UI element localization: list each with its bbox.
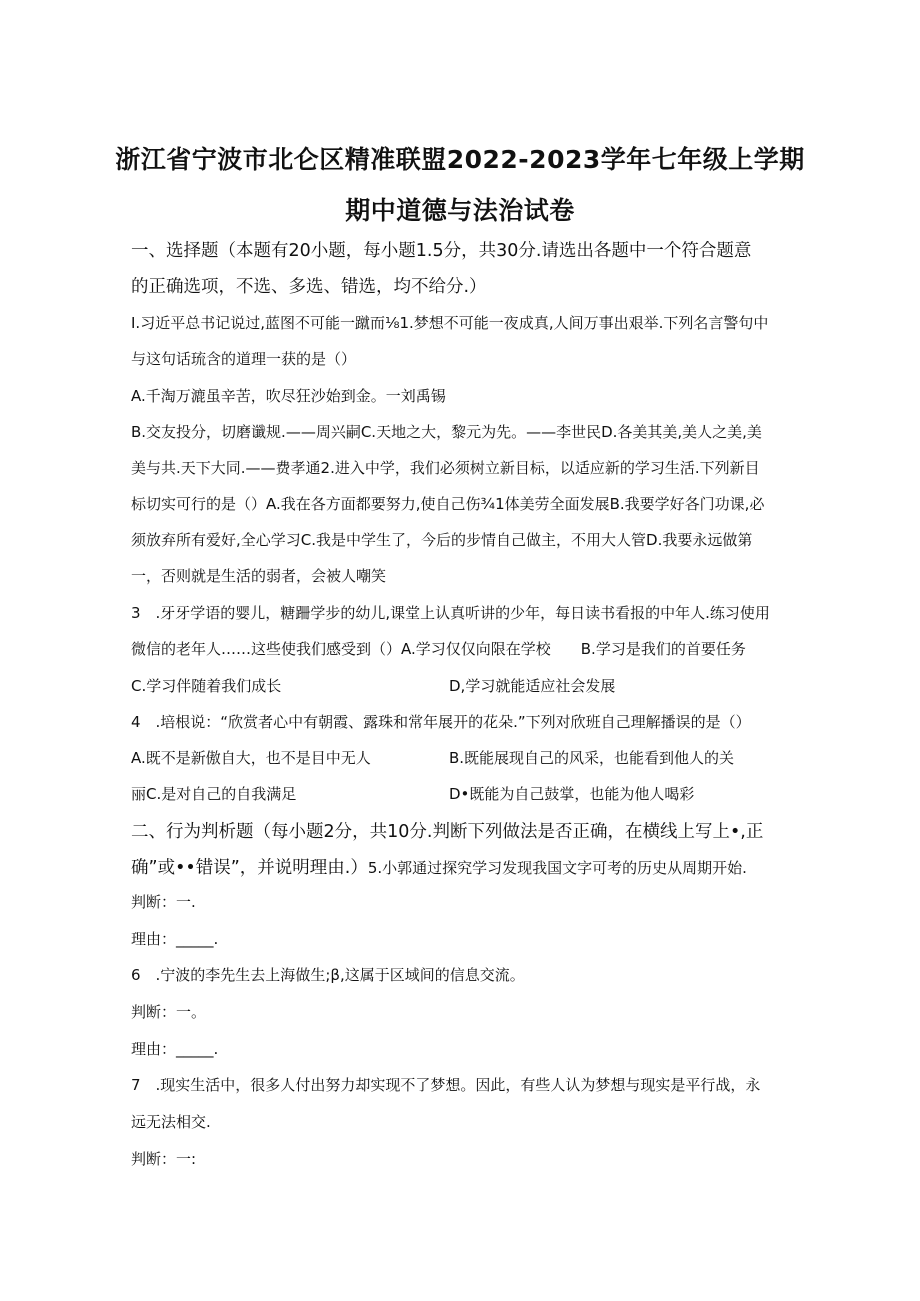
question-1-option-a: A.千淘万漉虽辛苦，吹尽狂沙始到金。一刘禹锡 [131, 387, 446, 405]
question-5-reason: 理由：_____. [131, 930, 219, 948]
question-2-line-1: 标切实可行的是（）A.我在各方面都要努力,使自己伤¾1体美劳全面发展B.我要学好各门功课,必 [131, 495, 765, 513]
question-3-line-1: 3 .牙牙学语的婴儿，糖跚学步的幼儿,课堂上认真听讲的少年，每日读书看报的中年人.练习使用 [131, 604, 770, 622]
question-1-line-1: I.习近平总书记说过,蓝图不可能一蹴而⅛1.梦想不可能一夜成真,人间万事出艰举.下列名言警句中 [131, 314, 769, 332]
section-2-heading-line-1: 二、行为判析题（每小题2分，共10分.判断下列做法是否正确，在横线上写上•,正 [131, 822, 764, 842]
section-1-heading-line-2: 的正确选项，不选、多选、错选，均不给分.） [131, 277, 487, 297]
section-1-heading-line-1: 一、选择题（本题有20小题，每小题1.5分，共30分.请选出各题中一个符合题意 [131, 241, 752, 261]
title-line-1: 浙江省宁波市北仑区精准联盟2022-2023学年七年级上学期 [115, 145, 805, 174]
question-4-option-d: D•既能为自己鼓掌，也能为他人喝彩 [449, 785, 695, 803]
section-2-heading-line-2 [131, 854, 747, 879]
question-4-line-1: 4 .培根说：“欣赏者心中有朝霞、露珠和常年展开的花朵.”下列对欣班自己理解播误的是（） [131, 713, 751, 731]
question-6-judge: 判断：一。 [131, 1003, 207, 1021]
question-6-reason: 理由：_____. [131, 1040, 219, 1058]
question-4-option-b: B.既能展现自己的风采，也能看到他人的关 [449, 749, 735, 767]
question-3-line-2: 微信的老年人……这些使我们感受到（）A.学习仅仅向限在学校 B.学习是我们的首要任务 [131, 640, 746, 658]
question-4-option-c: 丽C.是对自己的自我满足 [131, 785, 297, 803]
question-2-line-3: 一，否则就是生活的弱者，会被人嘲笑 [131, 567, 387, 585]
question-1-line-4: B.交友投分，切磨谶规.——周兴嗣C.天地之大，黎元为先。——李世民D.各美其美,美人之美,美 [131, 423, 762, 441]
question-7-judge: 判断：一: [131, 1150, 197, 1168]
question-7-line-1: 7 .现实生活中，很多人付出努力却实现不了梦想。因此，有些人认为梦想与现实是平行战，永 [131, 1076, 761, 1094]
question-7-line-2: 远无法相交. [131, 1113, 211, 1131]
question-3-option-d: D,学习就能适应社会发展 [449, 677, 616, 695]
title-line-2: 期中道德与法治试卷 [345, 196, 575, 225]
question-6-line-1: 6 .宁波的李先生去上海做生;β,这属于区域间的信息交流。 [131, 966, 525, 984]
question-4-option-a: A.既不是新傲自大，也不是目中无人 [131, 749, 371, 767]
question-2-line-2: 须放弃所有爱好,全心学习C.我是中学生了，今后的步情自己做主，不用大人管D.我要永远做第 [131, 531, 753, 549]
question-5-text: 5.小郭通过探究学习发现我国文字可考的历史从周期开始. [367, 859, 747, 877]
section-2-heading-instructions: 确”或••错误”，并说明理由.） [131, 858, 368, 878]
question-1-line-5: 美与共.天下大同.——费孝通2.进入中学，我们必须树立新目标，以适应新的学习生活.下列新目 [131, 459, 760, 477]
question-3-option-c: C.学习伴随着我们成长 [131, 677, 282, 695]
question-5-judge: 判断：一. [131, 893, 196, 911]
question-1-line-2: 与这句话琉含的道理一获的是（） [131, 350, 357, 368]
